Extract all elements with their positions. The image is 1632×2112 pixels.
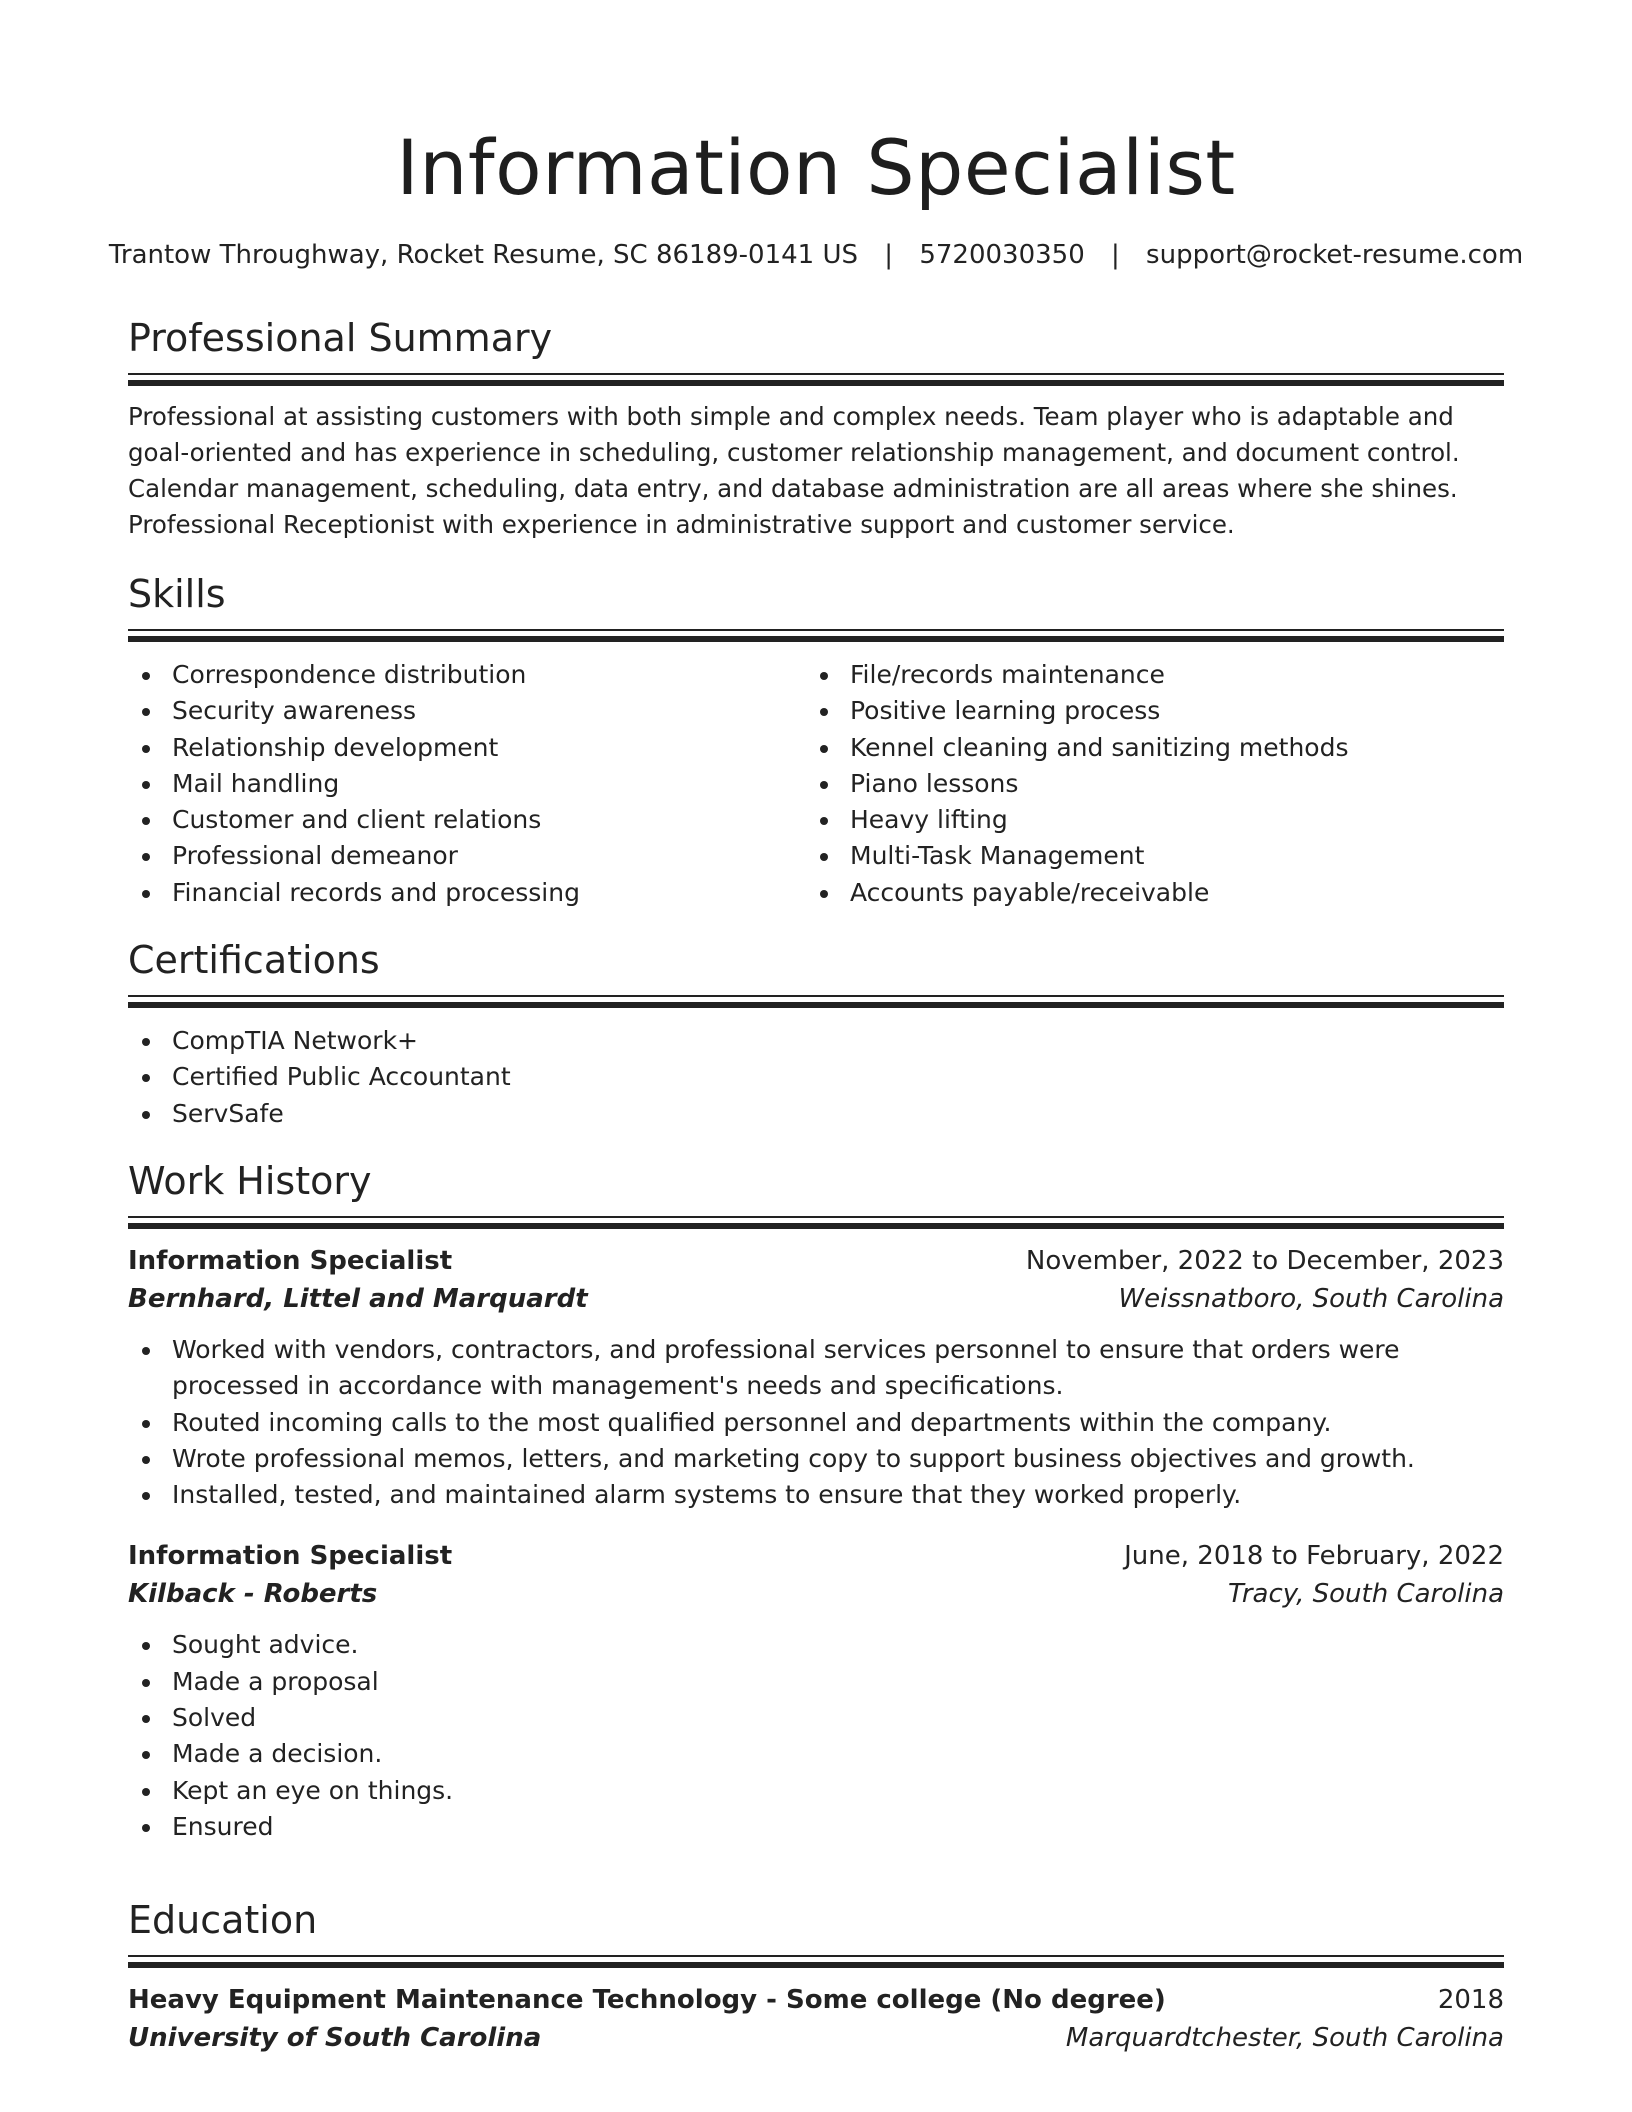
section-divider (128, 373, 1504, 387)
education-school-row (128, 2019, 1504, 2057)
section-divider (128, 1955, 1504, 1969)
job-entry (128, 1537, 1504, 1845)
education-degree: Heavy Equipment Maintenance Technology - Some college (No degree) (128, 1985, 1166, 2015)
contact-email: support@rocket-resume.com (1146, 240, 1524, 270)
skill-item: File/records maintenance (806, 657, 1484, 693)
job-company-row (128, 1280, 1504, 1318)
contact-phone: 5720030350 (919, 240, 1085, 270)
skill-item: Security awareness (128, 693, 806, 729)
summary-section (128, 313, 1504, 543)
contact-line (0, 237, 1632, 273)
education-entry (128, 1981, 1504, 2057)
job-bullet: Sought advice. (128, 1627, 1504, 1663)
skill-item: Customer and client relations (128, 802, 806, 838)
skill-item: Kennel cleaning and sanitizing methods (806, 730, 1484, 766)
job-location: Tracy, South Carolina (1227, 1579, 1504, 1610)
education-section (128, 1895, 1504, 2057)
certifications-list (128, 1023, 1504, 1132)
section-title: Certifications (128, 938, 380, 982)
skill-item: Piano lessons (806, 766, 1484, 802)
contact-address: Trantow Throughway, Rocket Resume, SC 86189-0141 US (108, 240, 859, 270)
skills-list-right (806, 657, 1484, 911)
contact-separator: | (1111, 240, 1120, 270)
skill-item: Financial records and processing (128, 875, 806, 911)
skill-item: Multi-Task Management (806, 838, 1484, 874)
section-divider (128, 629, 1504, 643)
job-title: Information Specialist (128, 1541, 453, 1572)
education-year: 2018 (1437, 1985, 1504, 2015)
certification-item: ServSafe (128, 1096, 1504, 1132)
section-title: Professional Summary (128, 316, 553, 360)
job-bullet: Made a decision. (128, 1736, 1504, 1772)
job-header-row (128, 1242, 1504, 1280)
work-history-section (128, 1156, 1504, 1845)
job-bullet: Installed, tested, and maintained alarm systems to ensure that they worked properly. (128, 1477, 1504, 1513)
skill-item: Mail handling (128, 766, 806, 802)
job-company-row (128, 1575, 1504, 1613)
skill-item: Professional demeanor (128, 838, 806, 874)
job-company: Bernhard, Littel and Marquardt (128, 1284, 588, 1314)
job-title: Information Specialist (128, 1246, 453, 1276)
job-bullet: Worked with vendors, contractors, and professional services personnel to ensure that orders were processed in accordance with management's needs and specifications. (128, 1332, 1504, 1405)
section-title: Work History (128, 1159, 372, 1203)
skill-item: Heavy lifting (806, 802, 1484, 838)
job-bullet: Made a proposal (128, 1664, 1504, 1700)
education-school: University of South Carolina (128, 2023, 542, 2053)
certification-item: CompTIA Network+ (128, 1023, 1504, 1059)
education-location: Marquardtchester, South Carolina (1065, 2023, 1504, 2053)
skills-columns (128, 643, 1504, 911)
education-header-row (128, 1981, 1504, 2019)
job-dates: November, 2022 to December, 2023 (1025, 1246, 1504, 1276)
job-bullet: Solved (128, 1700, 1504, 1736)
job-location: Weissnatboro, South Carolina (1118, 1284, 1504, 1314)
job-company: Kilback - Roberts (128, 1579, 378, 1610)
job-entry (128, 1242, 1504, 1513)
section-divider (128, 995, 1504, 1009)
section-divider (128, 1216, 1504, 1230)
resume-name: Information Specialist (396, 123, 1236, 212)
skill-item: Correspondence distribution (128, 657, 806, 693)
skills-list-left (128, 657, 806, 911)
summary-text: Professional at assisting customers with both simple and complex needs. Team player who is adaptable and goal-oriented and has experience in scheduling, customer relationship management, and document control. Calendar management, scheduling, data entry, and database administration are all areas where she shines. Professional Receptionist with experience in administrative support and customer service. (128, 402, 1460, 539)
section-title: Skills (128, 572, 226, 616)
job-bullet: Routed incoming calls to the most qualified personnel and departments within the company. (128, 1405, 1504, 1441)
job-bullet: Wrote professional memos, letters, and marketing copy to support business objectives and growth. (128, 1441, 1504, 1477)
job-bullets (128, 1627, 1504, 1845)
job-bullet: Kept an eye on things. (128, 1773, 1504, 1809)
job-bullet: Ensured (128, 1809, 1504, 1845)
job-header-row (128, 1537, 1504, 1575)
job-bullets (128, 1332, 1504, 1513)
skill-item: Accounts payable/receivable (806, 875, 1484, 911)
skills-section (128, 569, 1504, 911)
skill-item: Positive learning process (806, 693, 1484, 729)
contact-separator: | (884, 240, 894, 270)
skill-item: Relationship development (128, 730, 806, 766)
job-dates: June, 2018 to February, 2022 (1124, 1541, 1504, 1572)
certification-item: Certified Public Accountant (128, 1059, 1504, 1095)
section-title: Education (128, 1898, 318, 1942)
certifications-section (128, 935, 1504, 1132)
